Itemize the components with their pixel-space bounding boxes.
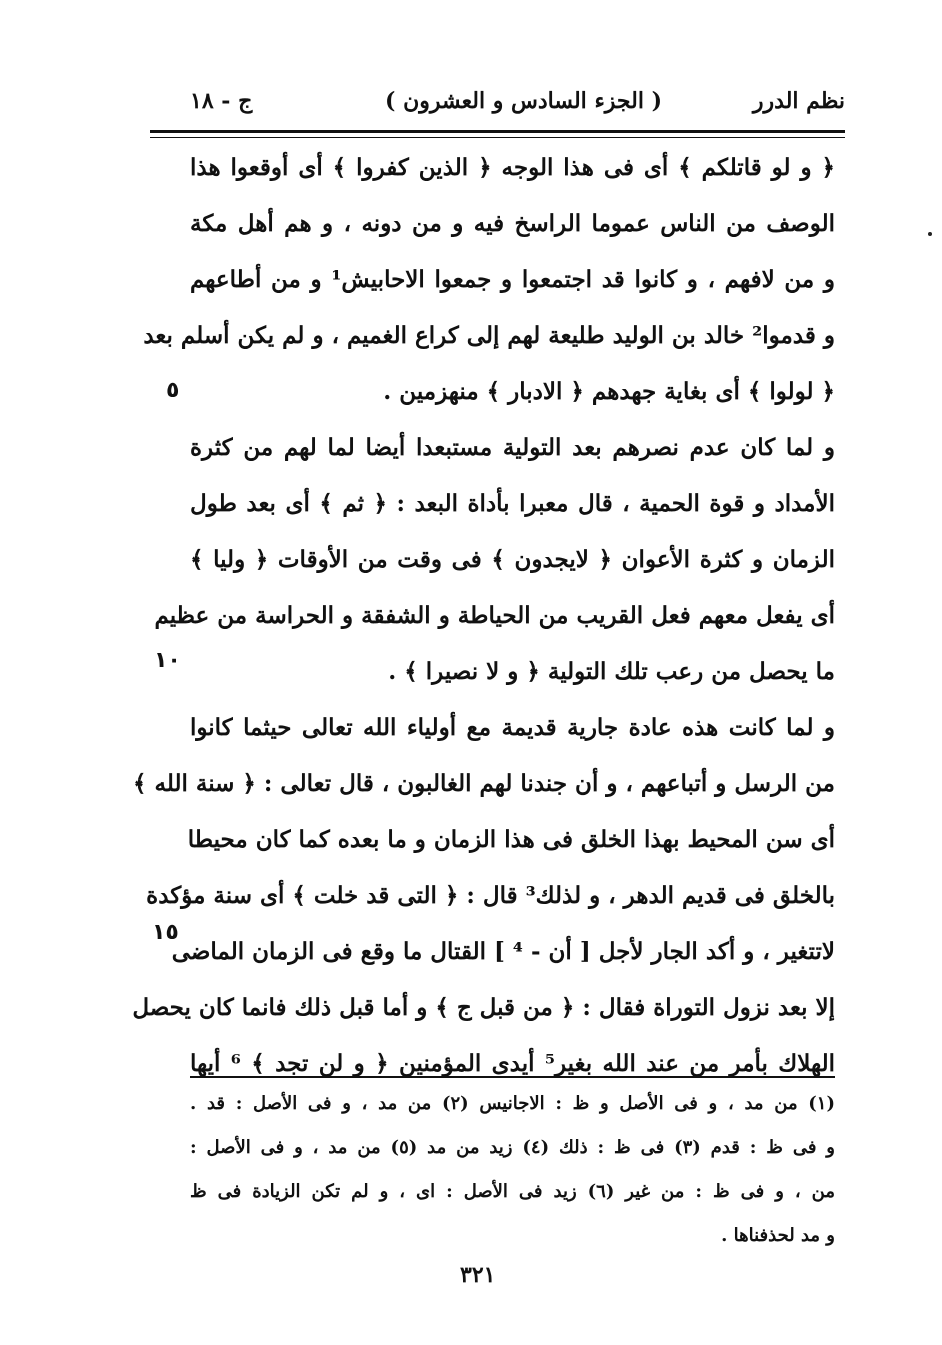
- page-number: ٣٢١: [460, 1262, 496, 1288]
- text-line: ما يحصل من رعب تلك التولية ﴿ و لا نصيرا ﴾ .: [388, 658, 835, 685]
- footnote-line: من ، و فى ظ : من غير (٦) زيد فى الأصل : اى ، و لم تكن الزيادة فى ظ: [190, 1181, 836, 1202]
- text-line: لاتتغير ، و أكد الجار لأجل [ أن - ⁴ ] القتال ما وقع فى الزمان الماضى: [171, 938, 835, 965]
- header-book-title: نظم الدرر: [752, 88, 845, 114]
- text-line: و من لافهم ، و كانوا قد اجتمعوا و جمعوا الاحابيش¹ و من أطاعهم: [190, 266, 836, 293]
- line-number-10: ١٠: [154, 648, 181, 673]
- running-header: [150, 84, 845, 124]
- footnotes: [190, 1082, 835, 1258]
- text-line: إلا بعد نزول التوراة فقال : ﴿ من قبل ج ﴾ و أما قبل ذلك فانما كان يحصل: [132, 994, 835, 1021]
- text-line: من الرسل و أتباعهم ، و أن جندنا لهم الغالبون ، قال تعالى : ﴿ سنة الله ﴾: [133, 770, 835, 797]
- text-line: و لما كان عدم نصرهم بعد التولية مستبعدا أيضا لما لهم من كثرة: [190, 434, 835, 461]
- header-part-title: ( الجزء السادس و العشرون ): [385, 88, 663, 114]
- text-line: ﴿ و لو قاتلكم ﴾ أى فى هذا الوجه ﴿ الذين كفروا ﴾ أى أوقعوا هذا: [190, 154, 835, 181]
- text-line: أى يفعل معهم فعل القريب من الحياطة و الشفقة و الحراسة من عظيم: [154, 602, 835, 629]
- text-line: أى سن المحيط بهذا الخلق فى هذا الزمان و ما بعده كما كان محيطا: [187, 826, 835, 853]
- line-number-15: ١٥: [152, 920, 179, 945]
- footnote-rule: [190, 1076, 835, 1078]
- footnote-line: و مد لحذفناها .: [721, 1225, 835, 1246]
- text-line: بالخلق فى قديم الدهر ، و لذلك³ قال : ﴿ التى قد خلت ﴾ أى سنة مؤكدة: [146, 882, 835, 909]
- line-number-5: ٥: [166, 378, 180, 403]
- text-line: و قدموا² خالد بن الوليد طليعة لهم إلى كراع الغميم ، و لم يكن أسلم بعد: [143, 322, 835, 349]
- margin-speck: [928, 232, 932, 236]
- footnote-line: (١) من مد ، و فى الأصل و ظ : الاجانيس (٢) من مد ، و فى الأصل : قد .: [190, 1093, 835, 1114]
- footnote-line: و فى ظ : قدم (٣) فى ظ : ذلك (٤) زيد من مد (٥) من مد ، و فى الأصل :: [190, 1137, 836, 1158]
- text-line: و لما كانت هذه عادة جارية قديمة مع أولياء الله تعالى حيثما كانوا: [190, 714, 835, 741]
- header-part-number: ج - ١٨: [190, 88, 253, 114]
- text-line: الزمان و كثرة الأعوان ﴿ لايجدون ﴾ فى وقت من الأوقات ﴿ وليا ﴾: [190, 546, 835, 573]
- text-line: ﴿ لولوا ﴾ أى بغاية جهدهم ﴿ الادبار ﴾ منهزمين .: [383, 378, 835, 405]
- text-line: الهلاك بأمر من عند الله بغير⁵ أيدى المؤمنين ﴿ و لن تجد ﴾ ⁶ أيها: [190, 1050, 835, 1077]
- text-line: الوصف من الناس عموما الراسخ فيه و من دونه ، و هم أهل مكة: [190, 210, 835, 237]
- text-line: الأمداد و قوة الحمية ، قال معبرا بأداة البعد : ﴿ ثم ﴾ أى بعد طول: [190, 490, 835, 517]
- header-rule: [150, 130, 845, 138]
